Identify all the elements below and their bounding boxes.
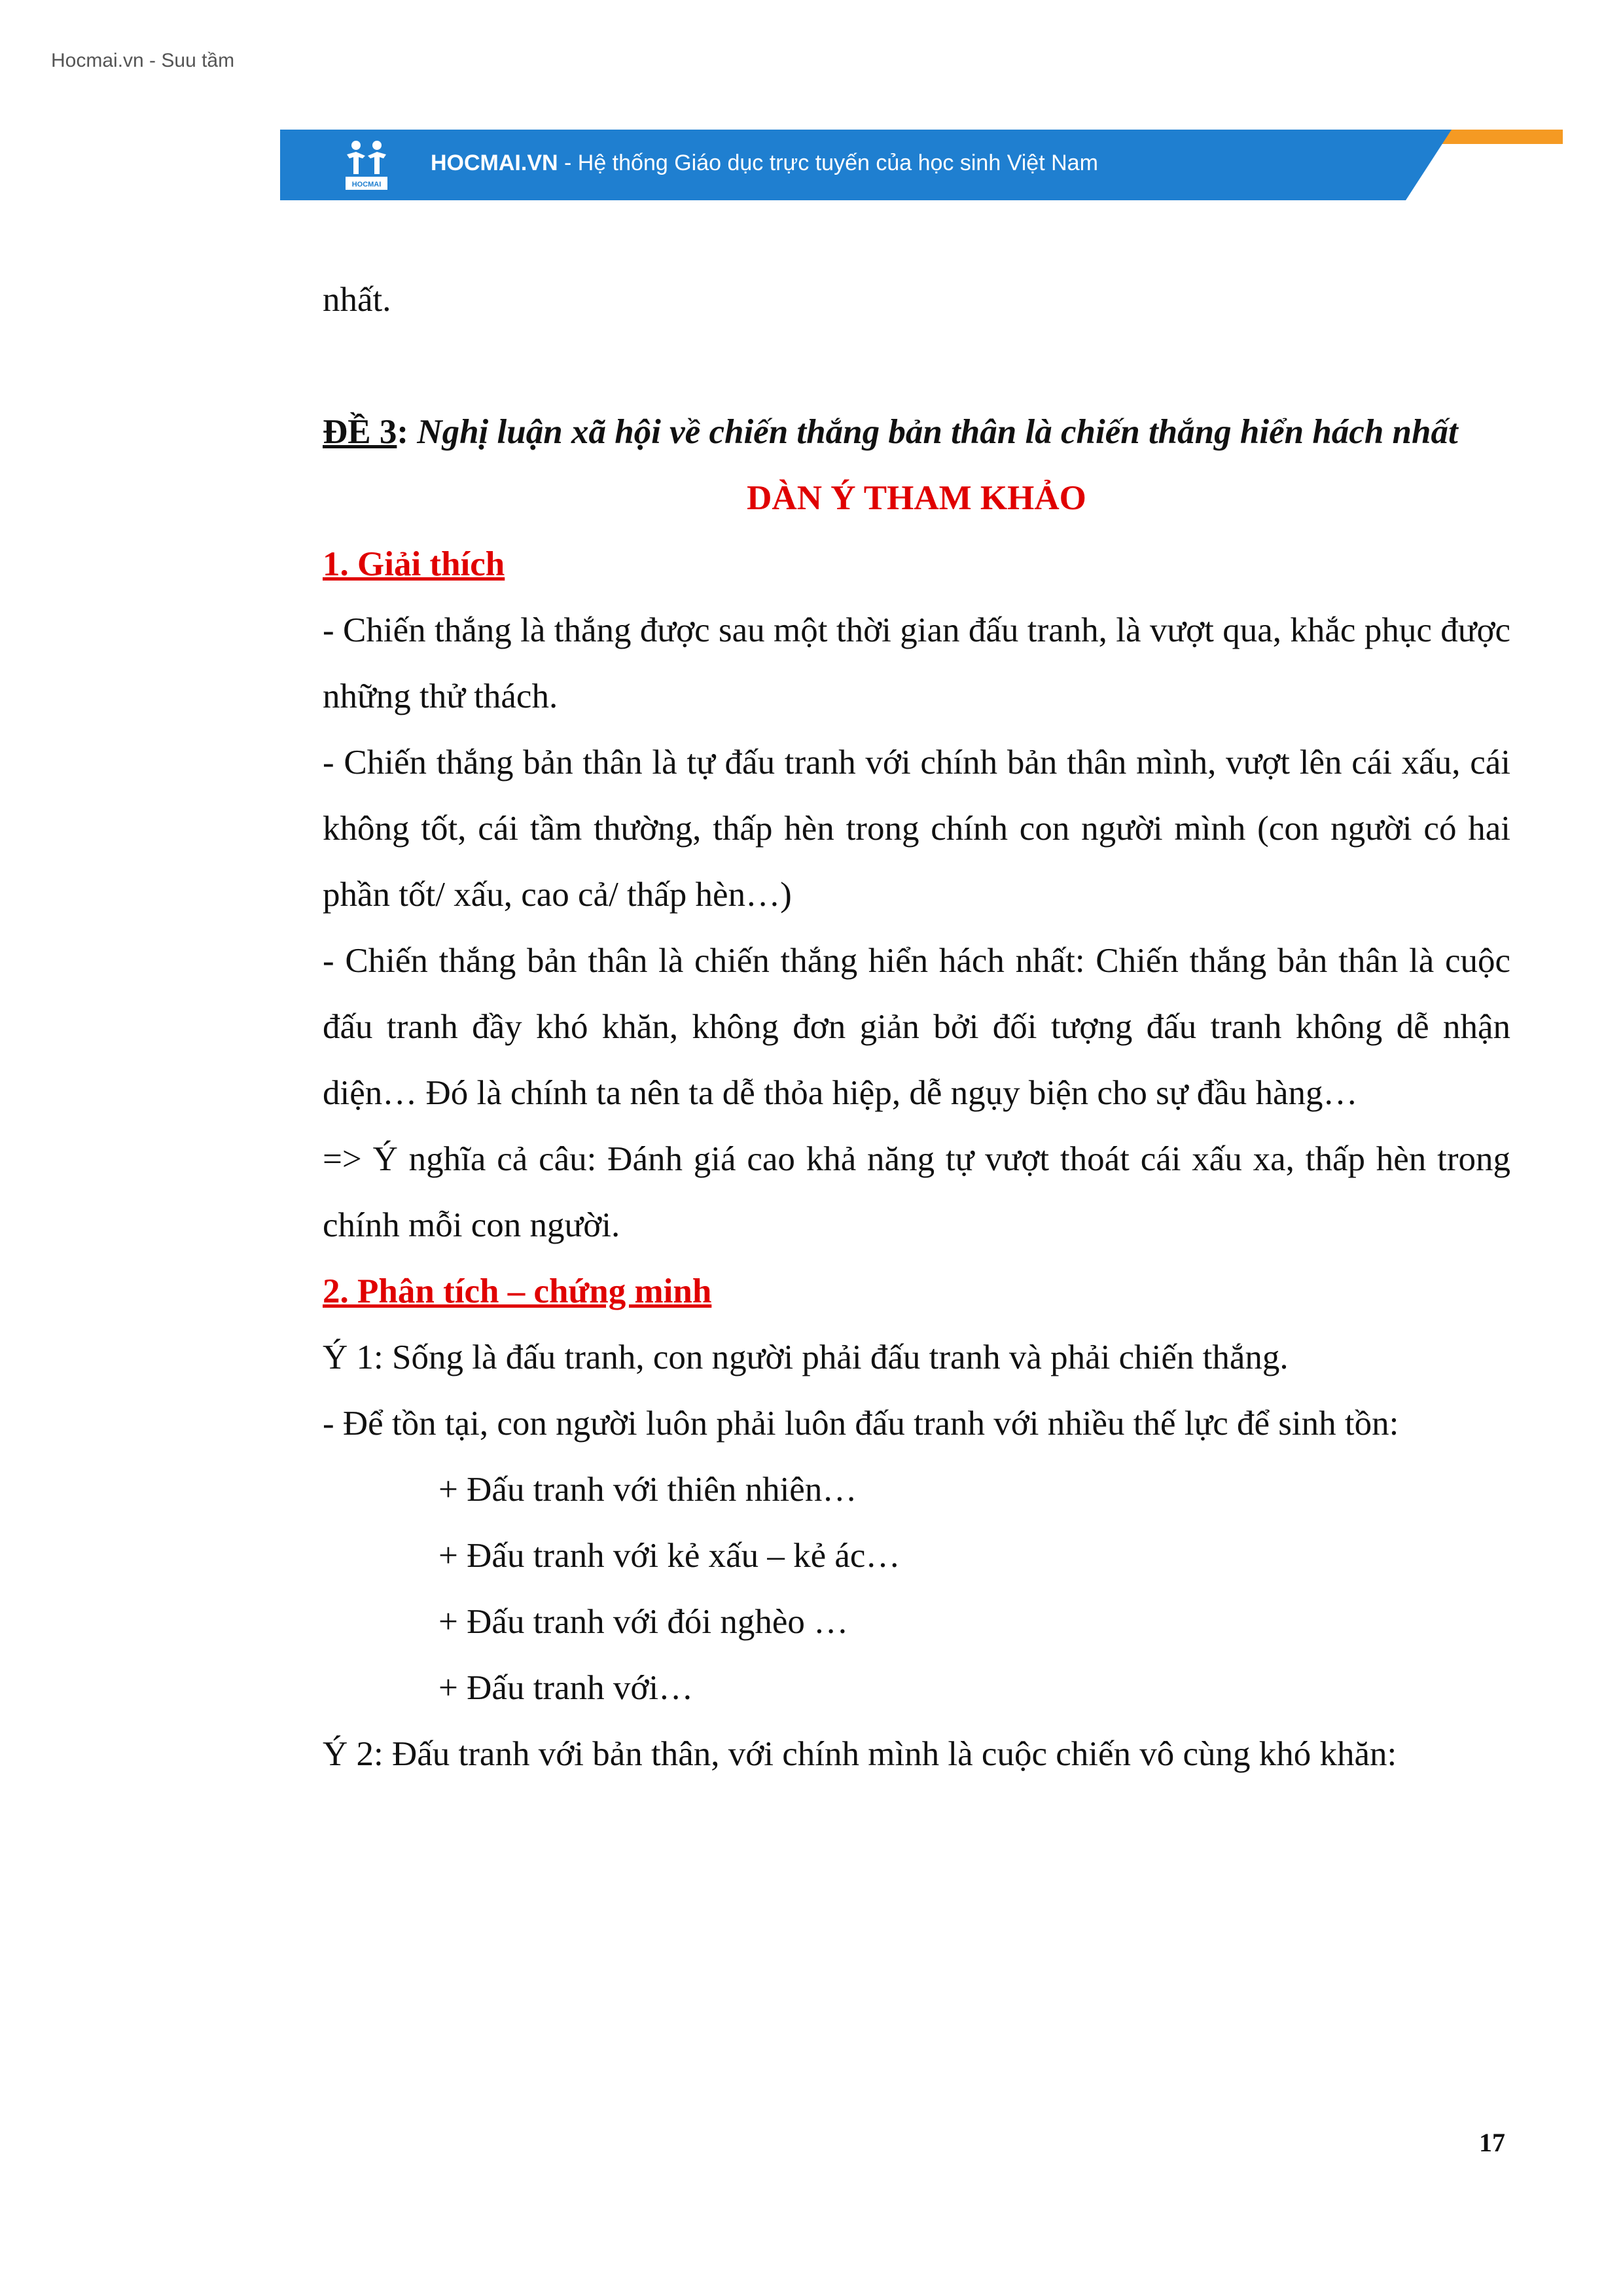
section-2-heading xyxy=(323,1259,1510,1325)
carryover-line: nhất. xyxy=(323,281,391,319)
banner-title xyxy=(431,151,1098,176)
essay-title xyxy=(323,399,1510,465)
page-number: 17 xyxy=(1479,2128,1505,2157)
section-2-heading-text: 2. Phân tích – chứng minh xyxy=(323,1272,712,1310)
header-banner xyxy=(280,130,1563,200)
section-1-para-4: => Ý nghĩa cả câu: Đánh giá cao khả năng tự vượt thoát cái xấu xa, thấp hèn trong chính mỗi con người. xyxy=(323,1140,1510,1244)
title-colon: : xyxy=(397,413,418,451)
section-2-para-1: - Để tồn tại, con người luôn phải luôn đấu tranh với nhiều thế lực để sinh tồn: xyxy=(323,1405,1399,1443)
list-item: + Đấu tranh với kẻ xấu – kẻ ác… xyxy=(438,1537,901,1575)
logo-text: HOCMAI xyxy=(351,181,382,188)
outline-heading: DÀN Ý THAM KHẢO xyxy=(747,479,1086,517)
section-1-heading-text: 1. Giải thích xyxy=(323,545,505,583)
hocmai-logo-icon xyxy=(344,139,389,192)
spacer xyxy=(323,333,1510,399)
section-2-idea-1: Ý 1: Sống là đấu tranh, con người phải đấu tranh và phải chiến thắng. xyxy=(323,1338,1289,1376)
list-item: + Đấu tranh với đói nghèo … xyxy=(438,1603,849,1641)
section-2-idea-2: Ý 2: Đấu tranh với bản thân, với chính mình là cuộc chiến vô cùng khó khăn: xyxy=(323,1735,1397,1773)
list-item: + Đấu tranh với… xyxy=(438,1669,694,1707)
section-1-heading xyxy=(323,531,1510,598)
banner-tagline: - Hệ thống Giáo dục trực tuyến của học sinh Việt Nam xyxy=(558,151,1098,175)
title-text: Nghị luận xã hội về chiến thắng bản thân là chiến thắng hiển hách nhất xyxy=(417,413,1458,451)
banner-brand: HOCMAI.VN xyxy=(431,151,558,175)
section-1-para-2: - Chiến thắng bản thân là tự đấu tranh với chính bản thân mình, vượt lên cái xấu, cái không tốt, cái tầm thường, thấp hèn trong chính con người mình (con người có hai phần tốt/ xấu, cao cả/ thấp hèn…) xyxy=(323,744,1510,914)
section-1-para-3: - Chiến thắng bản thân là chiến thắng hiển hách nhất: Chiến thắng bản thân là cuộc đấu tranh đầy khó khăn, không đơn giản bởi đối tượng đấu tranh không dễ nhận diện… Đó là chính ta nên ta dễ thỏa hiệp, dễ ngụy biện cho sự đầu hàng… xyxy=(323,942,1510,1112)
list-item: + Đấu tranh với thiên nhiên… xyxy=(438,1471,857,1509)
watermark: Hocmai.vn - Suu tầm xyxy=(51,50,235,71)
section-1-para-1: - Chiến thắng là thắng được sau một thời gian đấu tranh, là vượt qua, khắc phục được những thử thách. xyxy=(323,611,1510,715)
banner-bar-tip xyxy=(1406,130,1452,200)
document-body xyxy=(323,267,1510,1787)
title-label: ĐỀ 3 xyxy=(323,413,397,451)
